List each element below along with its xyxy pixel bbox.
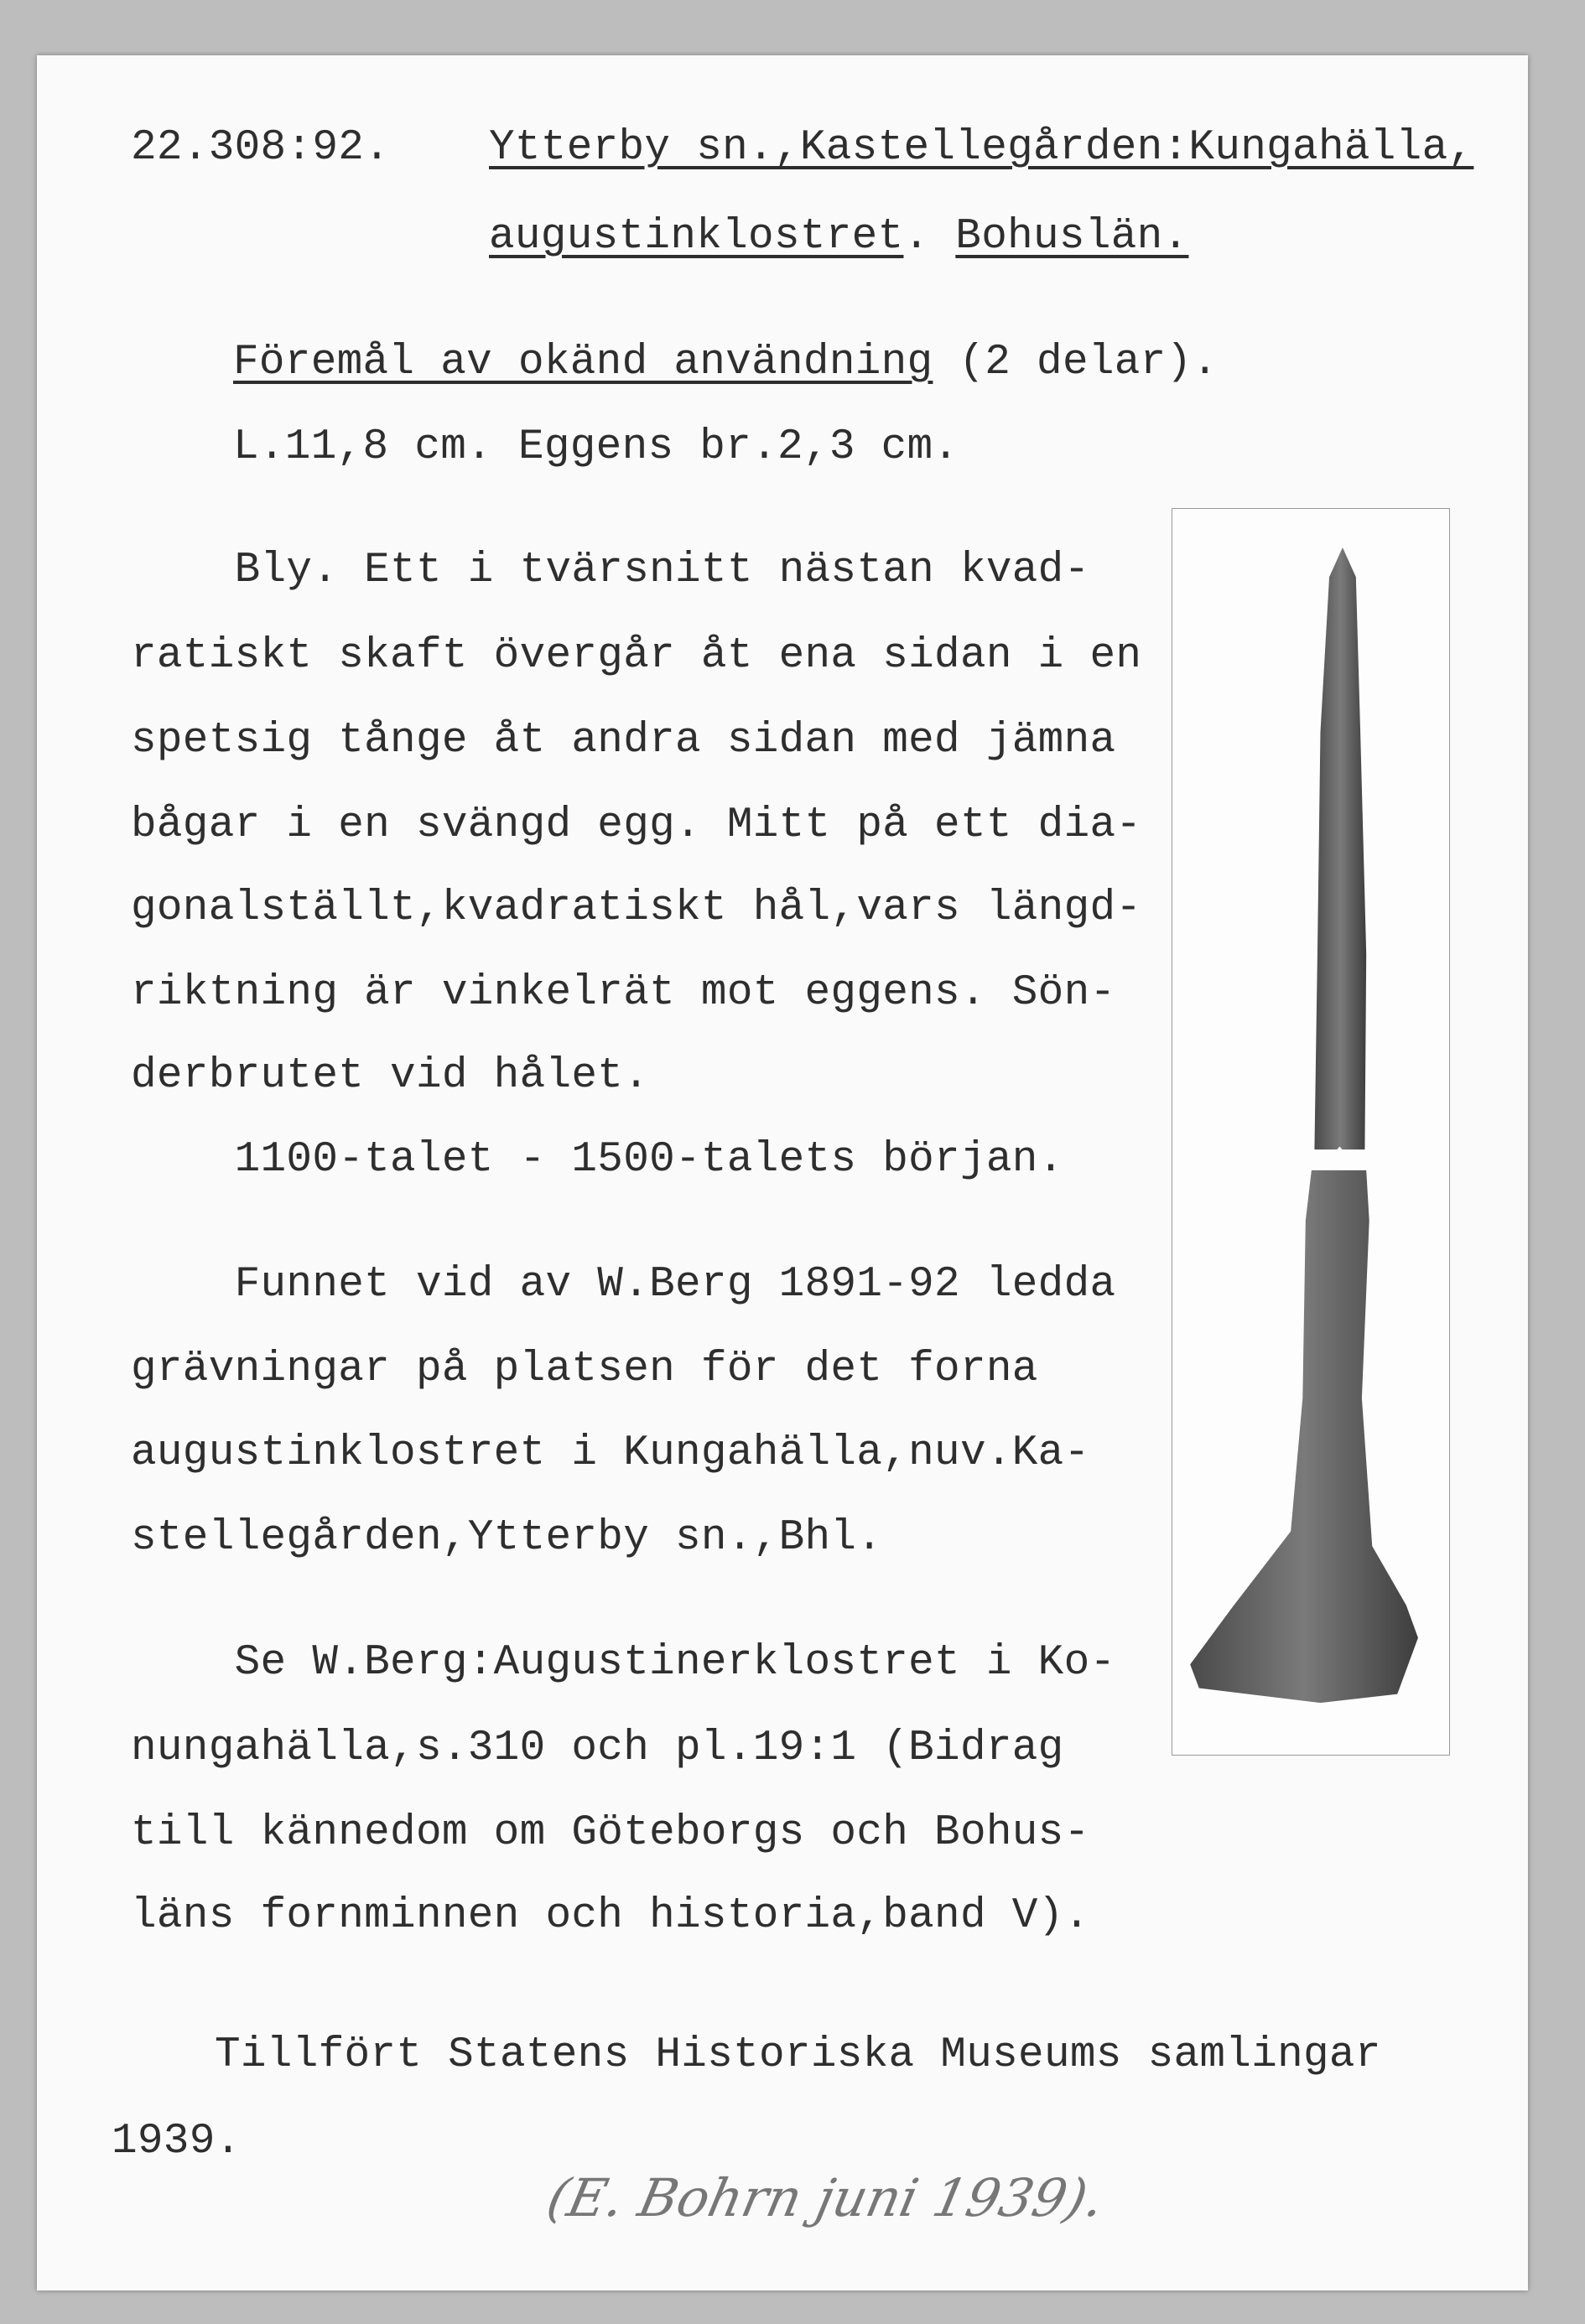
- description-line: bågar i en svängd egg. Mitt på ett dia-: [131, 801, 1142, 849]
- lead-object-image: [1172, 509, 1449, 1755]
- object-title: Föremål av okänd användning: [233, 339, 933, 386]
- reference-line: läns fornminnen och historia,band V).: [131, 1892, 1090, 1940]
- description-line: riktning är vinkelrät mot eggens. Sön-: [131, 969, 1116, 1017]
- reference-line: till kännedom om Göteborgs och Bohus-: [131, 1809, 1090, 1857]
- artifact-lower-part: [1190, 1170, 1418, 1703]
- dating: 1100-talet - 1500-talets början.: [131, 1136, 1064, 1184]
- description-line: ratiskt skaft övergår åt ena sidan i en: [131, 632, 1142, 680]
- location-line-1: Ytterby sn.,Kastellegården:Kungahälla,: [489, 124, 1474, 172]
- object-parts: (2 delar).: [933, 339, 1219, 386]
- description-line: Bly. Ett i tvärsnitt nästan kvad-: [131, 547, 1090, 594]
- location-site: augustinklostret: [489, 213, 904, 261]
- location-province: Bohuslän.: [955, 213, 1189, 261]
- find-line: stellegården,Ytterby sn.,Bhl.: [131, 1514, 883, 1562]
- accession-line: Tillfört Statens Historiska Museums samlingar: [215, 2031, 1381, 2079]
- handwritten-signature: (E. Bohrn juni 1939).: [542, 2167, 1110, 2228]
- square-hole: [1329, 1147, 1350, 1170]
- separator: .: [903, 213, 956, 261]
- find-line: augustinklostret i Kungahälla,nuv.Ka-: [131, 1429, 1090, 1477]
- artifact-photo: [1172, 508, 1450, 1756]
- description-line: spetsig tånge åt andra sidan med jämna: [131, 717, 1116, 765]
- location-line-2: [489, 212, 1188, 262]
- description-line: gonalställt,kvadratiskt hål,vars längd-: [131, 884, 1142, 932]
- find-line: grävningar på platsen för det forna: [131, 1346, 1038, 1393]
- dimensions: L.11,8 cm. Eggens br.2,3 cm.: [233, 423, 959, 471]
- reference-line: Se W.Berg:Augustinerklostret i Ko-: [131, 1639, 1116, 1687]
- reference-line: nungahälla,s.310 och pl.19:1 (Bidrag: [131, 1725, 1064, 1772]
- find-line: Funnet vid av W.Berg 1891-92 ledda: [131, 1261, 1116, 1309]
- object-heading: [233, 338, 1218, 388]
- accession-year: 1939.: [112, 2118, 242, 2166]
- artifact-upper-part: [1314, 547, 1366, 1149]
- catalog-number: 22.308:92.: [131, 124, 391, 172]
- description-line: derbrutet vid hålet.: [131, 1052, 650, 1100]
